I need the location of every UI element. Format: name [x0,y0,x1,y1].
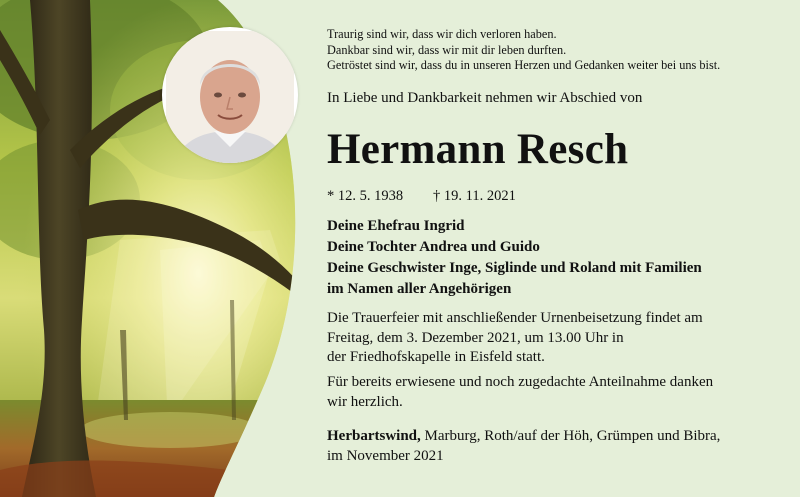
farewell-intro: In Liebe und Dankbarkeit nehmen wir Abschied von [327,90,643,106]
birth-date: * 12. 5. 1938 [327,188,404,204]
thanks-line: wir herzlich. [327,393,403,410]
portrait-photo [162,27,298,163]
verse-line: Getröstet sind wir, dass du in unseren Herzen und Gedanken weiter bei uns bist. [327,58,721,73]
place-others: Marburg, Roth/auf der Höh, Grümpen und Bibra, [420,428,721,444]
mourners-list [327,216,702,300]
place-and-date [327,427,720,466]
thanks-line: Für bereits erwiesene und noch zugedachte Anteilnahme danken [327,374,714,390]
mourner-line: Deine Tochter Andrea und Guido [327,239,540,255]
mourner-line: im Namen aller Angehörigen [327,281,512,297]
ceremony-line: Freitag, dem 3. Dezember 2021, um 13.00 Uhr in [327,329,624,346]
verse-line: Dankbar sind wir, dass wir mit dir leben durften. [327,42,567,57]
ceremony-line: Die Trauerfeier mit anschließender Urnenbeisetzung findet am [327,310,703,326]
mourner-line: Deine Geschwister Inge, Siglinde und Roland mit Familien [327,260,702,276]
notice-date: im November 2021 [327,447,444,464]
deceased-name: Hermann Resch [327,126,629,173]
mourner-line: Deine Ehefrau Ingrid [327,218,465,234]
ceremony-line: der Friedhofskapelle in Eisfeld statt. [327,349,545,365]
ceremony-info [327,309,703,368]
place-town: Herbartswind, [327,428,421,444]
life-dates [327,188,516,205]
thanks-note [327,373,713,412]
verse-line: Traurig sind wir, dass wir dich verloren haben. [327,27,557,41]
memorial-verse [327,27,720,74]
death-date: † 19. 11. 2021 [433,188,516,204]
